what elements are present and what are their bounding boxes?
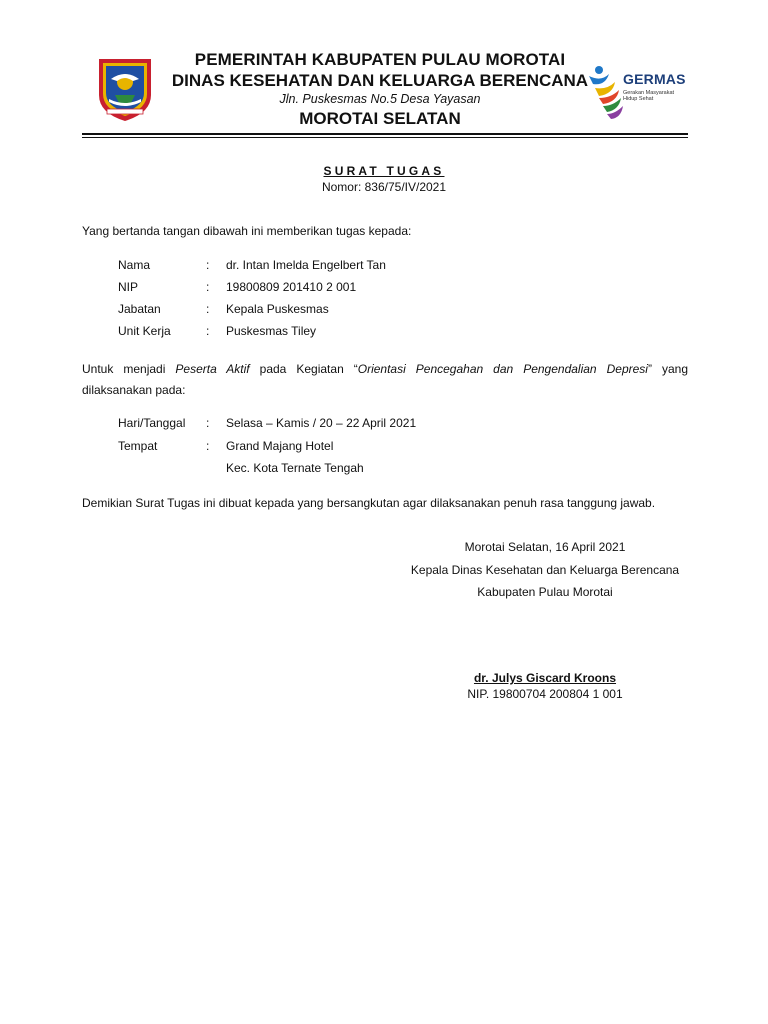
letter-number: Nomor: 836/75/IV/2021 <box>321 180 447 194</box>
letterhead-district: MOROTAI SELATAN <box>299 109 461 128</box>
field-value: dr. Intan Imelda Engelbert Tan <box>226 258 386 272</box>
field-label: Tempat <box>118 439 158 453</box>
field-label: Hari/Tanggal <box>118 416 186 430</box>
germas-subtitle-line1: Gerakan Masyarakat <box>623 90 675 96</box>
field-label: NIP <box>118 280 139 294</box>
germas-title: GERMAS <box>623 71 686 87</box>
germas-logo-icon <box>585 60 625 120</box>
intro-paragraph: Yang bertanda tangan dibawah ini memberikan tugas kepada: <box>82 224 412 238</box>
field-colon: : <box>206 416 210 430</box>
letter-title <box>0 164 768 178</box>
field-value: Selasa – Kamis / 20 – 22 April 2021 <box>226 416 417 430</box>
assignment-role: Peserta Aktif <box>175 362 250 376</box>
field-colon: : <box>206 280 210 294</box>
field-colon: : <box>206 258 210 272</box>
field-value: Kec. Kota Ternate Tengah <box>226 461 364 475</box>
kabupaten-emblem-icon <box>93 55 157 123</box>
field-label: Nama <box>118 258 151 272</box>
letterhead-government: PEMERINTAH KABUPATEN PULAU MOROTAI <box>194 50 566 69</box>
closing-paragraph: Demikian Surat Tugas ini dibuat kepada yang bersangkutan agar dilaksanakan penuh rasa tanggung jawab. <box>82 496 656 510</box>
field-label: Unit Kerja <box>118 324 171 338</box>
letterhead-divider-thick <box>82 133 688 135</box>
field-value: Grand Majang Hotel <box>226 439 334 453</box>
field-value: 19800809 201410 2 001 <box>226 280 357 294</box>
assignment-text: ” yang <box>647 362 688 376</box>
assignment-text: pada Kegiatan “ <box>249 362 358 376</box>
assignment-text: Untuk menjadi <box>82 362 176 376</box>
field-value: Puskesmas Tiley <box>226 324 317 338</box>
field-label: Jabatan <box>118 302 161 316</box>
letterhead-address: Jln. Puskesmas No.5 Desa Yayasan <box>279 92 481 106</box>
germas-subtitle <box>623 90 674 102</box>
field-colon: : <box>206 302 210 316</box>
letter-title-text: SURAT TUGAS <box>323 164 445 178</box>
signature-place-date: Morotai Selatan, 16 April 2021 <box>464 540 626 554</box>
signature-name-text: dr. Julys Giscard Kroons <box>473 671 617 685</box>
letterhead-divider-thin <box>82 137 688 138</box>
letterhead-department: DINAS KESEHATAN DAN KELUARGA BERENCANA <box>171 71 589 90</box>
signature-nip: NIP. 19800704 200804 1 001 <box>467 687 623 701</box>
assignment-line2: dilaksanakan pada: <box>82 383 186 397</box>
assignment-paragraph <box>82 359 688 401</box>
signature-position: Kepala Dinas Kesehatan dan Keluarga Berencana <box>410 563 680 577</box>
germas-subtitle-line2: Hidup Sehat <box>623 96 654 102</box>
germas-logo <box>585 60 695 120</box>
field-value: Kepala Puskesmas <box>226 302 329 316</box>
signature-region: Kabupaten Pulau Morotai <box>477 585 613 599</box>
signature-name <box>400 671 690 685</box>
assignment-activity: Orientasi Pencegahan dan Pengendalian Depresi <box>357 362 648 376</box>
field-colon: : <box>206 324 210 338</box>
field-colon: : <box>206 439 210 453</box>
assignment-line1 <box>82 359 688 380</box>
